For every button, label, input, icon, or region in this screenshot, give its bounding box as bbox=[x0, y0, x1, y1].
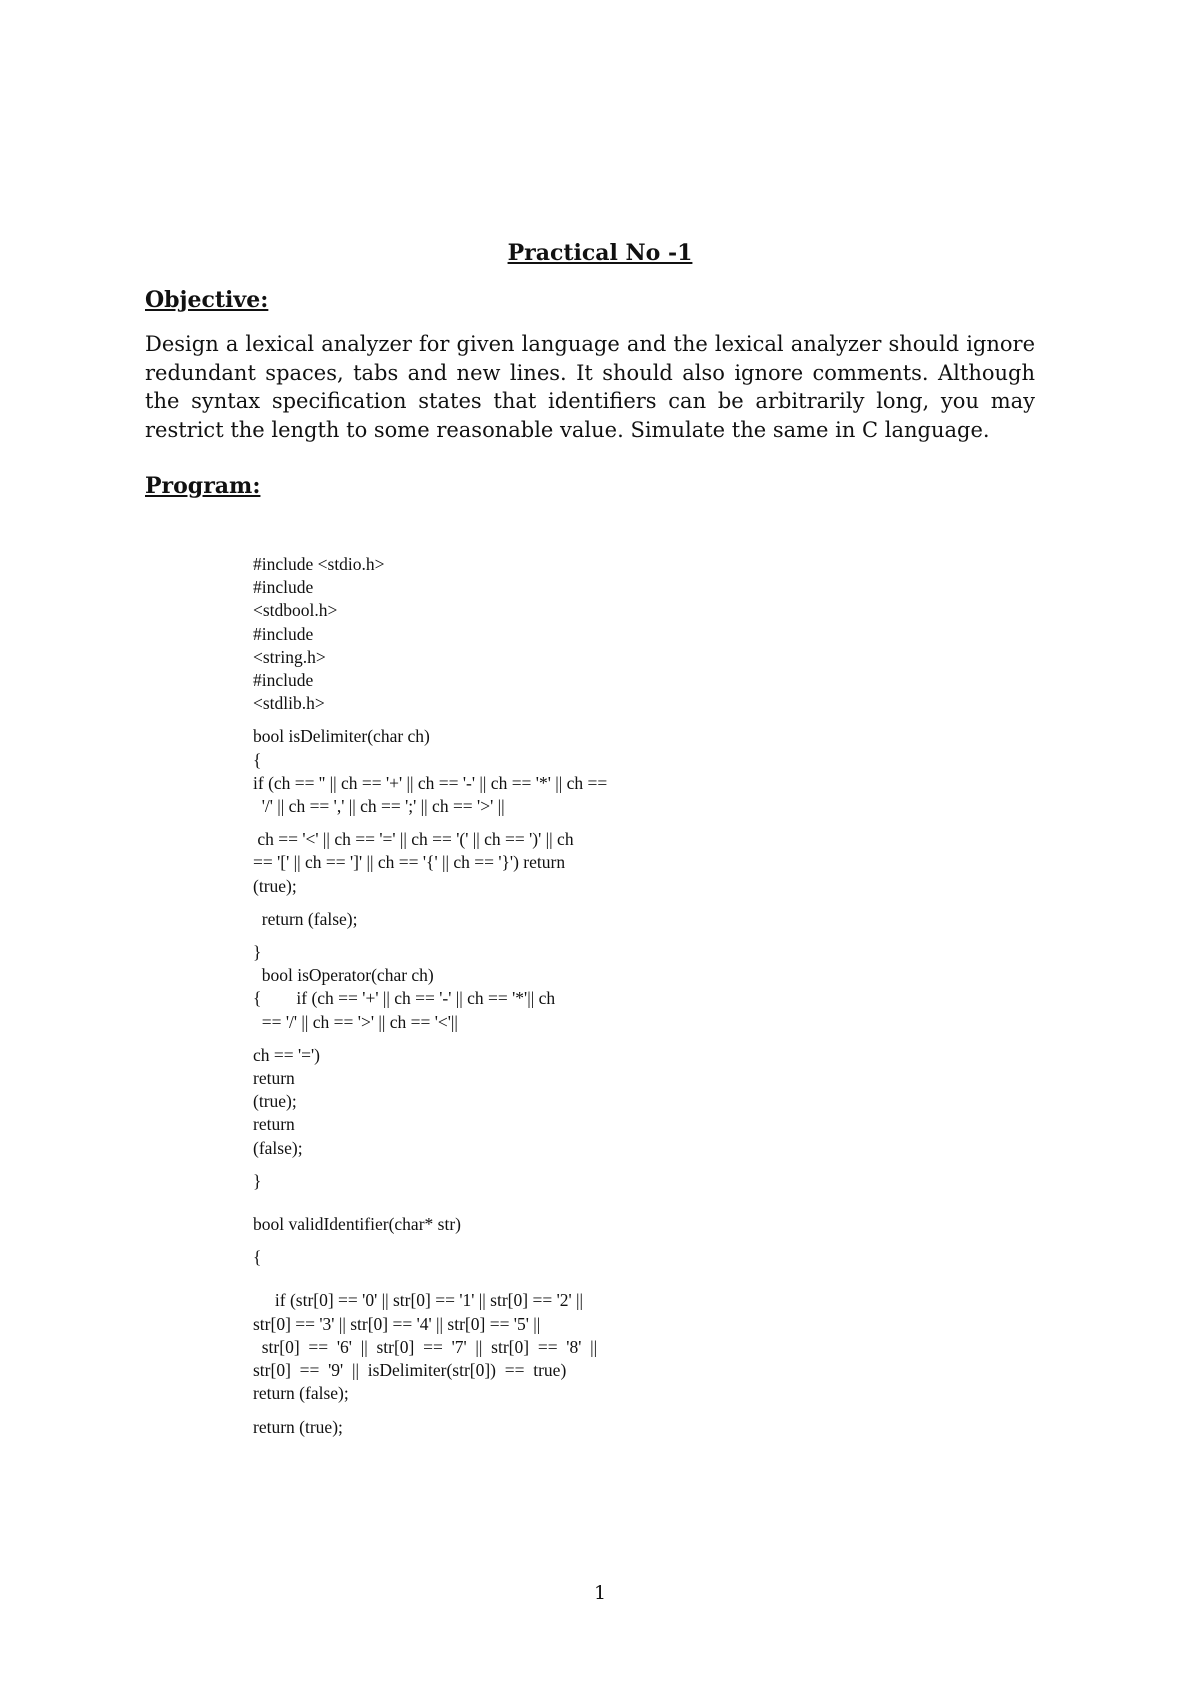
code-line: bool validIdentifier(char* str) bbox=[253, 1214, 461, 1235]
code-line bbox=[253, 1160, 813, 1170]
code-line: } bbox=[253, 1170, 262, 1191]
code-line: bool isOperator(char ch) bbox=[253, 965, 434, 986]
objective-heading: Objective: bbox=[145, 287, 269, 313]
program-heading: Program: bbox=[145, 473, 261, 499]
code-line bbox=[253, 1406, 813, 1416]
code-line: if (ch == '' || ch == '+' || ch == '-' || ch == '*' || ch == bbox=[253, 772, 608, 793]
code-line bbox=[253, 1269, 813, 1279]
code-line bbox=[253, 715, 813, 725]
code-line: (false); bbox=[253, 1137, 303, 1158]
code-line: #include bbox=[253, 623, 314, 644]
code-line: (true); bbox=[253, 875, 297, 896]
code-line: <stdlib.h> bbox=[253, 693, 325, 714]
code-line: (true); bbox=[253, 1091, 297, 1112]
code-line: str[0] == '9' || isDelimiter(str[0]) == true) bbox=[253, 1360, 567, 1381]
code-line: { if (ch == '+' || ch == '-' || ch == '*'|| ch bbox=[253, 988, 556, 1009]
code-line: str[0] == '6' || str[0] == '7' || str[0] == '8' || bbox=[253, 1336, 598, 1357]
code-line: #include bbox=[253, 577, 314, 598]
objective-text: Design a lexical analyzer for given language and the lexical analyzer should ignore redundant spaces, tabs and new lines. It should also ignore comments. Although the syntax specification states that identifiers can be arbitrarily long, you may restrict the length to some reasonable value. Simulate the same in C language. bbox=[145, 332, 1035, 442]
code-line: { bbox=[253, 1247, 262, 1268]
code-line bbox=[253, 818, 813, 828]
code-line bbox=[253, 1203, 813, 1213]
code-line: #include bbox=[253, 670, 314, 691]
code-line: } bbox=[253, 942, 262, 963]
code-line: return bbox=[253, 1114, 295, 1135]
code-line bbox=[253, 931, 813, 941]
code-line: bool isDelimiter(char ch) bbox=[253, 726, 430, 747]
code-line bbox=[253, 1279, 813, 1289]
code-line: return (false); bbox=[253, 1383, 349, 1404]
code-line: '/' || ch == ',' || ch == ';' || ch == '>' || bbox=[253, 796, 505, 817]
code-line: { bbox=[253, 749, 262, 770]
code-line bbox=[253, 898, 813, 908]
code-line: <string.h> bbox=[253, 646, 326, 667]
code-line: return (true); bbox=[253, 1416, 343, 1437]
code-line: == '/' || ch == '>' || ch == '<'|| bbox=[253, 1011, 458, 1032]
code-line: if (str[0] == '0' || str[0] == '1' || str[0] == '2' || bbox=[253, 1290, 584, 1311]
code-line: return (false); bbox=[253, 908, 358, 929]
code-line: str[0] == '3' || str[0] == '4' || str[0] == '5' || bbox=[253, 1313, 541, 1334]
page-number: 1 bbox=[593, 1582, 607, 1604]
code-block bbox=[253, 553, 813, 1439]
code-line: <stdbool.h> bbox=[253, 600, 338, 621]
code-line bbox=[253, 1034, 813, 1044]
code-line bbox=[253, 1193, 813, 1203]
code-line: return bbox=[253, 1068, 295, 1089]
code-line: #include <stdio.h> bbox=[253, 554, 385, 574]
code-line: ch == '=') bbox=[253, 1044, 321, 1065]
code-line bbox=[253, 1236, 813, 1246]
code-line: == '[' || ch == ']' || ch == '{' || ch == '}') return bbox=[253, 852, 566, 873]
code-line: ch == '<' || ch == '=' || ch == '(' || ch == ')' || ch bbox=[253, 829, 574, 850]
page-title: Practical No -1 bbox=[507, 240, 693, 266]
